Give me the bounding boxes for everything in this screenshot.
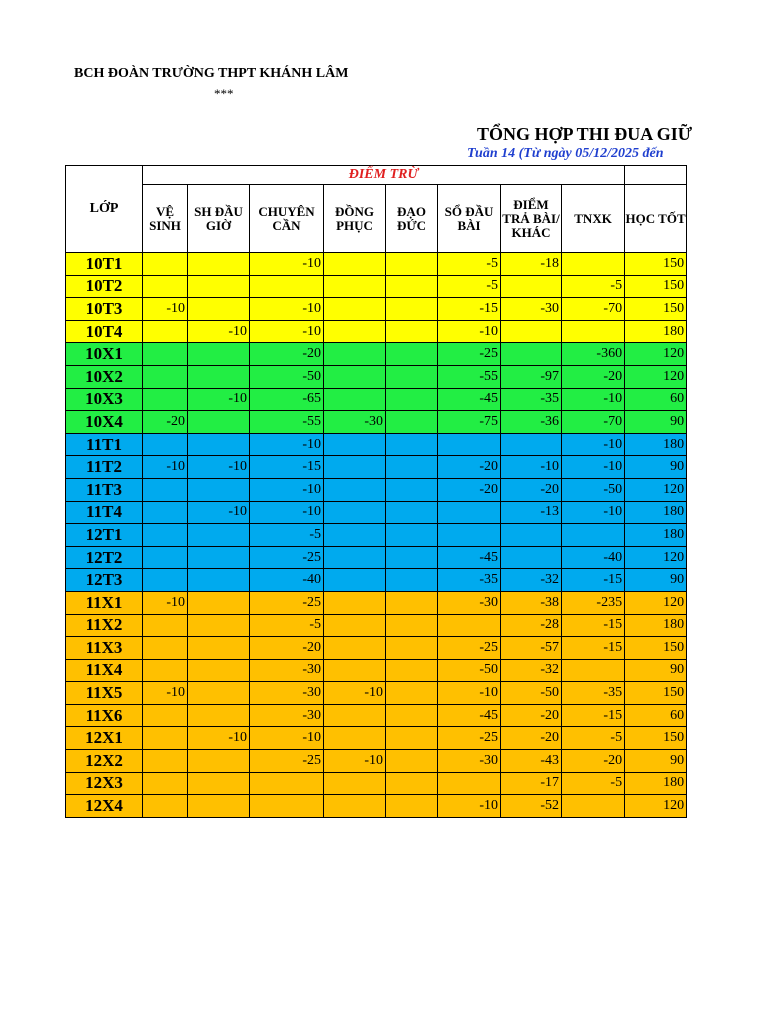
cell-morning-activity [188, 704, 250, 727]
cell-morning-activity [188, 411, 250, 434]
cell-class-name: 11X6 [66, 704, 143, 727]
cell-morning-activity: -10 [188, 320, 250, 343]
cell-good-study: 180 [625, 501, 687, 524]
cell-attendance: -15 [250, 456, 324, 479]
cell-uniform [324, 727, 386, 750]
cell-recitation: -20 [501, 704, 562, 727]
cell-attendance: -65 [250, 388, 324, 411]
cell-uniform [324, 320, 386, 343]
cell-hygiene [143, 365, 188, 388]
cell-class-name: 11T4 [66, 501, 143, 524]
table-row [66, 433, 687, 456]
cell-class-name: 12T3 [66, 569, 143, 592]
cell-good-study: 120 [625, 365, 687, 388]
cell-recitation: -57 [501, 637, 562, 660]
cell-class-name: 10X4 [66, 411, 143, 434]
cell-tnxk: -5 [562, 772, 625, 795]
cell-tnxk [562, 320, 625, 343]
header-stars: *** [214, 86, 234, 101]
cell-attendance [250, 275, 324, 298]
cell-hygiene [143, 433, 188, 456]
cell-good-study: 60 [625, 704, 687, 727]
col-header-uniform: ĐỒNG PHỤC [324, 185, 386, 253]
cell-uniform: -10 [324, 682, 386, 705]
cell-hygiene [143, 727, 188, 750]
cell-tnxk: -70 [562, 411, 625, 434]
table-row [66, 704, 687, 727]
cell-morning-activity [188, 637, 250, 660]
cell-class-log: -25 [438, 727, 501, 750]
cell-good-study: 120 [625, 591, 687, 614]
cell-tnxk: -35 [562, 682, 625, 705]
cell-hygiene: -20 [143, 411, 188, 434]
cell-attendance: -10 [250, 501, 324, 524]
cell-class-log [438, 614, 501, 637]
cell-tnxk [562, 659, 625, 682]
cell-class-name: 10T3 [66, 298, 143, 321]
cell-recitation: -52 [501, 795, 562, 818]
cell-class-log: -20 [438, 478, 501, 501]
cell-attendance: -10 [250, 253, 324, 276]
cell-good-study: 120 [625, 343, 687, 366]
cell-attendance: -20 [250, 637, 324, 660]
cell-class-name: 11T3 [66, 478, 143, 501]
cell-recitation: -35 [501, 388, 562, 411]
cell-uniform [324, 275, 386, 298]
cell-morning-activity [188, 795, 250, 818]
cell-uniform [324, 637, 386, 660]
cell-class-log: -5 [438, 253, 501, 276]
table-row [66, 727, 687, 750]
cell-class-name: 11T1 [66, 433, 143, 456]
cell-recitation [501, 546, 562, 569]
cell-morning-activity [188, 546, 250, 569]
cell-conduct [386, 591, 438, 614]
cell-morning-activity [188, 569, 250, 592]
cell-tnxk [562, 524, 625, 547]
cell-good-study: 90 [625, 659, 687, 682]
table-row [66, 365, 687, 388]
cell-recitation: -13 [501, 501, 562, 524]
cell-class-log: -30 [438, 750, 501, 773]
cell-good-study: 150 [625, 727, 687, 750]
cell-attendance: -10 [250, 298, 324, 321]
cell-attendance: -10 [250, 727, 324, 750]
cell-conduct [386, 659, 438, 682]
cell-uniform [324, 614, 386, 637]
cell-class-name: 12X1 [66, 727, 143, 750]
cell-tnxk: -15 [562, 637, 625, 660]
table-row [66, 682, 687, 705]
cell-good-study: 150 [625, 682, 687, 705]
cell-attendance: -30 [250, 682, 324, 705]
cell-recitation: -50 [501, 682, 562, 705]
cell-class-log: -55 [438, 365, 501, 388]
cell-attendance: -30 [250, 704, 324, 727]
cell-good-study: 150 [625, 298, 687, 321]
table-row [66, 750, 687, 773]
cell-tnxk: -10 [562, 456, 625, 479]
cell-uniform [324, 546, 386, 569]
cell-class-name: 10X2 [66, 365, 143, 388]
table-row [66, 524, 687, 547]
cell-morning-activity [188, 253, 250, 276]
cell-attendance: -25 [250, 591, 324, 614]
cell-hygiene [143, 795, 188, 818]
cell-conduct [386, 569, 438, 592]
cell-conduct [386, 298, 438, 321]
cell-uniform [324, 795, 386, 818]
cell-attendance: -10 [250, 433, 324, 456]
cell-class-name: 12X3 [66, 772, 143, 795]
cell-conduct [386, 433, 438, 456]
header-blank-cell [625, 166, 687, 185]
cell-attendance: -5 [250, 524, 324, 547]
table-row [66, 253, 687, 276]
cell-hygiene [143, 614, 188, 637]
table-row [66, 546, 687, 569]
table-row [66, 298, 687, 321]
cell-conduct [386, 772, 438, 795]
cell-class-name: 11X2 [66, 614, 143, 637]
cell-class-log: -75 [438, 411, 501, 434]
cell-hygiene [143, 772, 188, 795]
cell-recitation: -20 [501, 727, 562, 750]
cell-good-study: 180 [625, 320, 687, 343]
cell-class-log: -10 [438, 795, 501, 818]
col-header-class-log: SỔ ĐẦU BÀI [438, 185, 501, 253]
cell-morning-activity [188, 659, 250, 682]
cell-good-study: 90 [625, 750, 687, 773]
cell-good-study: 180 [625, 614, 687, 637]
emulation-table [65, 165, 687, 818]
cell-hygiene [143, 524, 188, 547]
cell-class-name: 12T1 [66, 524, 143, 547]
cell-hygiene [143, 275, 188, 298]
cell-class-name: 10T2 [66, 275, 143, 298]
cell-uniform [324, 388, 386, 411]
cell-conduct [386, 365, 438, 388]
cell-hygiene: -10 [143, 682, 188, 705]
cell-morning-activity [188, 614, 250, 637]
cell-hygiene [143, 637, 188, 660]
cell-uniform: -30 [324, 411, 386, 434]
cell-conduct [386, 456, 438, 479]
cell-conduct [386, 727, 438, 750]
cell-hygiene [143, 478, 188, 501]
cell-good-study: 180 [625, 433, 687, 456]
cell-uniform [324, 501, 386, 524]
organization-name: BCH ĐOÀN TRƯỜNG THPT KHÁNH LÂM [74, 66, 349, 81]
table-row [66, 411, 687, 434]
cell-class-name: 12T2 [66, 546, 143, 569]
cell-class-log: -5 [438, 275, 501, 298]
cell-morning-activity [188, 343, 250, 366]
week-subtitle: Tuần 14 (Từ ngày 05/12/2025 đến [467, 146, 664, 161]
table-row [66, 637, 687, 660]
cell-tnxk: -360 [562, 343, 625, 366]
cell-recitation: -10 [501, 456, 562, 479]
cell-tnxk: -10 [562, 388, 625, 411]
cell-class-log [438, 501, 501, 524]
cell-uniform [324, 343, 386, 366]
cell-hygiene [143, 704, 188, 727]
cell-attendance: -30 [250, 659, 324, 682]
table-row [66, 501, 687, 524]
cell-attendance [250, 795, 324, 818]
cell-attendance: -25 [250, 546, 324, 569]
table-row [66, 659, 687, 682]
cell-good-study: 180 [625, 772, 687, 795]
cell-tnxk: -5 [562, 727, 625, 750]
cell-uniform [324, 478, 386, 501]
cell-conduct [386, 320, 438, 343]
cell-recitation [501, 275, 562, 298]
cell-uniform [324, 569, 386, 592]
table-row [66, 343, 687, 366]
cell-class-log: -35 [438, 569, 501, 592]
cell-morning-activity: -10 [188, 727, 250, 750]
cell-conduct [386, 388, 438, 411]
col-header-recitation: ĐIỂM TRẢ BÀI/ KHÁC [501, 185, 562, 253]
cell-class-log [438, 772, 501, 795]
table-row [66, 456, 687, 479]
cell-conduct [386, 275, 438, 298]
cell-recitation: -38 [501, 591, 562, 614]
cell-class-log: -25 [438, 343, 501, 366]
cell-morning-activity [188, 365, 250, 388]
cell-class-name: 10T4 [66, 320, 143, 343]
cell-class-name: 11X5 [66, 682, 143, 705]
cell-morning-activity: -10 [188, 501, 250, 524]
cell-morning-activity: -10 [188, 456, 250, 479]
cell-conduct [386, 501, 438, 524]
cell-tnxk: -15 [562, 614, 625, 637]
cell-uniform [324, 365, 386, 388]
cell-class-log: -20 [438, 456, 501, 479]
cell-conduct [386, 546, 438, 569]
cell-conduct [386, 343, 438, 366]
cell-morning-activity [188, 750, 250, 773]
cell-class-log: -10 [438, 320, 501, 343]
table-row [66, 795, 687, 818]
cell-class-log [438, 524, 501, 547]
cell-conduct [386, 253, 438, 276]
cell-class-name: 10T1 [66, 253, 143, 276]
cell-tnxk [562, 253, 625, 276]
cell-good-study: 60 [625, 388, 687, 411]
cell-class-log: -15 [438, 298, 501, 321]
cell-recitation: -28 [501, 614, 562, 637]
cell-class-name: 11X3 [66, 637, 143, 660]
cell-attendance: -5 [250, 614, 324, 637]
cell-morning-activity [188, 772, 250, 795]
cell-conduct [386, 637, 438, 660]
cell-conduct [386, 524, 438, 547]
cell-recitation [501, 320, 562, 343]
cell-class-log: -45 [438, 546, 501, 569]
cell-tnxk: -40 [562, 546, 625, 569]
cell-recitation: -17 [501, 772, 562, 795]
table-row [66, 275, 687, 298]
cell-tnxk [562, 795, 625, 818]
cell-recitation: -30 [501, 298, 562, 321]
cell-attendance: -20 [250, 343, 324, 366]
cell-morning-activity [188, 275, 250, 298]
cell-hygiene: -10 [143, 298, 188, 321]
cell-hygiene [143, 546, 188, 569]
cell-recitation: -36 [501, 411, 562, 434]
cell-class-name: 10X1 [66, 343, 143, 366]
cell-hygiene [143, 659, 188, 682]
col-header-hygiene: VỆ SINH [143, 185, 188, 253]
cell-class-name: 12X2 [66, 750, 143, 773]
cell-hygiene [143, 253, 188, 276]
cell-class-log: -10 [438, 682, 501, 705]
table-row [66, 591, 687, 614]
cell-good-study: 90 [625, 569, 687, 592]
cell-hygiene [143, 343, 188, 366]
cell-conduct [386, 704, 438, 727]
cell-hygiene [143, 501, 188, 524]
cell-class-log: -50 [438, 659, 501, 682]
cell-tnxk: -5 [562, 275, 625, 298]
cell-morning-activity [188, 524, 250, 547]
cell-good-study: 150 [625, 253, 687, 276]
cell-attendance [250, 772, 324, 795]
cell-recitation [501, 524, 562, 547]
cell-attendance: -50 [250, 365, 324, 388]
col-header-conduct: ĐẠO ĐỨC [386, 185, 438, 253]
cell-class-log: -45 [438, 704, 501, 727]
cell-class-name: 12X4 [66, 795, 143, 818]
cell-good-study: 90 [625, 456, 687, 479]
cell-morning-activity [188, 298, 250, 321]
table-row [66, 320, 687, 343]
col-header-attendance: CHUYÊN CẦN [250, 185, 324, 253]
cell-uniform [324, 659, 386, 682]
cell-conduct [386, 795, 438, 818]
cell-class-log: -45 [438, 388, 501, 411]
cell-good-study: 120 [625, 546, 687, 569]
cell-good-study: 180 [625, 524, 687, 547]
cell-good-study: 150 [625, 637, 687, 660]
col-header-morning-activity: SH ĐẦU GIỜ [188, 185, 250, 253]
cell-attendance: -10 [250, 478, 324, 501]
cell-recitation: -43 [501, 750, 562, 773]
cell-uniform [324, 591, 386, 614]
cell-conduct [386, 411, 438, 434]
cell-recitation [501, 343, 562, 366]
cell-hygiene: -10 [143, 456, 188, 479]
cell-recitation: -18 [501, 253, 562, 276]
col-header-tnxk: TNXK [562, 185, 625, 253]
cell-tnxk: -50 [562, 478, 625, 501]
cell-class-log: -30 [438, 591, 501, 614]
cell-class-log: -25 [438, 637, 501, 660]
cell-hygiene [143, 320, 188, 343]
cell-good-study: 120 [625, 478, 687, 501]
cell-uniform: -10 [324, 750, 386, 773]
cell-recitation [501, 433, 562, 456]
cell-uniform [324, 704, 386, 727]
cell-morning-activity: -10 [188, 388, 250, 411]
col-header-good-study: HỌC TỐT [625, 185, 687, 253]
cell-uniform [324, 524, 386, 547]
cell-attendance: -40 [250, 569, 324, 592]
cell-uniform [324, 253, 386, 276]
table-row [66, 569, 687, 592]
cell-tnxk: -70 [562, 298, 625, 321]
cell-tnxk: -235 [562, 591, 625, 614]
cell-good-study: 90 [625, 411, 687, 434]
cell-tnxk: -10 [562, 501, 625, 524]
cell-conduct [386, 682, 438, 705]
deduction-group-header: ĐIỂM TRỪ [143, 166, 625, 185]
cell-tnxk: -20 [562, 750, 625, 773]
cell-conduct [386, 750, 438, 773]
cell-class-name: 11X4 [66, 659, 143, 682]
cell-tnxk: -10 [562, 433, 625, 456]
cell-recitation: -32 [501, 659, 562, 682]
cell-uniform [324, 433, 386, 456]
cell-hygiene [143, 569, 188, 592]
cell-class-name: 10X3 [66, 388, 143, 411]
cell-attendance: -25 [250, 750, 324, 773]
cell-morning-activity [188, 682, 250, 705]
cell-good-study: 120 [625, 795, 687, 818]
cell-uniform [324, 772, 386, 795]
cell-tnxk: -20 [562, 365, 625, 388]
cell-hygiene [143, 750, 188, 773]
cell-recitation: -32 [501, 569, 562, 592]
col-header-class: LỚP [66, 166, 143, 253]
cell-uniform [324, 298, 386, 321]
cell-conduct [386, 478, 438, 501]
table-row [66, 772, 687, 795]
cell-hygiene [143, 388, 188, 411]
cell-class-name: 11T2 [66, 456, 143, 479]
cell-tnxk: -15 [562, 704, 625, 727]
table-row [66, 388, 687, 411]
cell-recitation: -97 [501, 365, 562, 388]
page-title: TỔNG HỢP THI ĐUA GIỮ [477, 124, 693, 144]
cell-recitation: -20 [501, 478, 562, 501]
cell-tnxk: -15 [562, 569, 625, 592]
cell-morning-activity [188, 478, 250, 501]
cell-attendance: -10 [250, 320, 324, 343]
cell-attendance: -55 [250, 411, 324, 434]
cell-class-log [438, 433, 501, 456]
cell-conduct [386, 614, 438, 637]
cell-morning-activity [188, 591, 250, 614]
table-row [66, 614, 687, 637]
table-row [66, 478, 687, 501]
cell-class-name: 11X1 [66, 591, 143, 614]
cell-uniform [324, 456, 386, 479]
cell-good-study: 150 [625, 275, 687, 298]
cell-morning-activity [188, 433, 250, 456]
cell-hygiene: -10 [143, 591, 188, 614]
